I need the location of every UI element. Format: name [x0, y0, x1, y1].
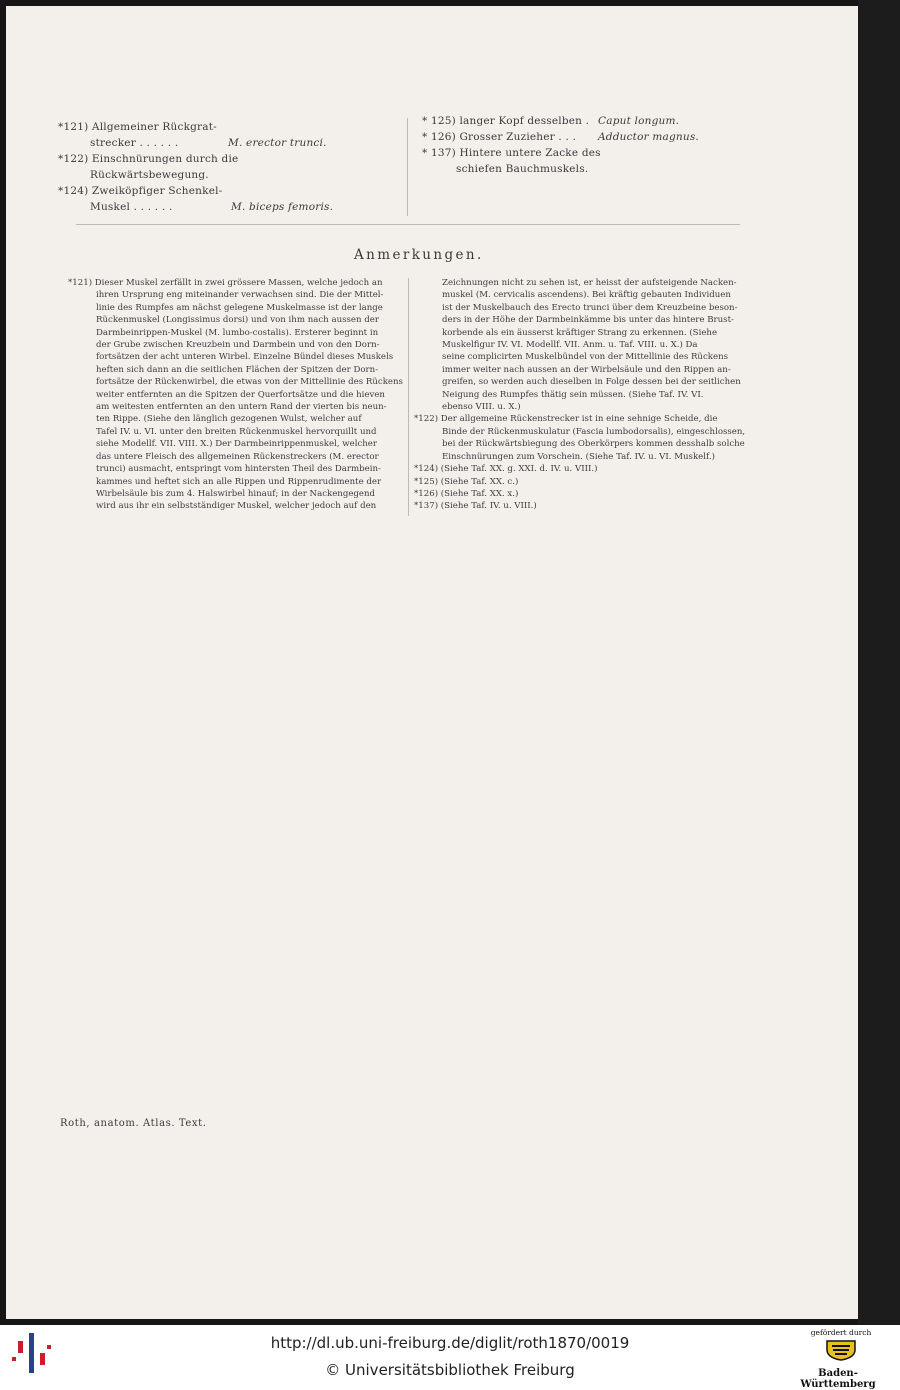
index-right-2-ref: Adductor magnus.	[598, 131, 699, 143]
note-line: greifen, so werden auch dieselben in Folge dessen bei der seitlichen	[442, 377, 741, 388]
index-left-2-ref: M. erector trunci.	[228, 137, 327, 149]
note-line: das untere Fleisch des allgemeinen Rückenstreckers (M. erector	[96, 451, 379, 462]
note-line: *126) (Siehe Taf. XX. x.)	[414, 488, 519, 499]
note-line: der Grube zwischen Kreuzbein und Darmbein und von den Dorn-	[96, 340, 380, 351]
permalink-url[interactable]: http://dl.ub.uni-freiburg.de/diglit/roth1870/0019	[270, 1334, 630, 1352]
note-line: ten Rippe. (Siehe den länglich gezogenen Wulst, welcher auf	[96, 414, 362, 425]
note-line: Einschnürungen zum Vorschein. (Siehe Taf. IV. u. VI. Muskelf.)	[442, 451, 715, 462]
note-line: Darmbeinrippen-Muskel (M. lumbo-costalis). Ersterer beginnt in	[96, 327, 379, 338]
section-divider	[76, 224, 740, 225]
note-line: korbende als ein äusserst kräftiger Strang zu erkennen. (Siehe	[442, 327, 718, 338]
note-line: bei der Rückwärtsbiegung des Oberkörpers kommen desshalb solche	[442, 439, 745, 450]
copyright-text: © Universitätsbibliothek Freiburg	[325, 1361, 575, 1379]
note-line: Zeichnungen nicht zu sehen ist, er heisst der aufsteigende Nacken-	[442, 278, 737, 288]
note-line: ist der Muskelbauch des Erecto trunci über dem Kreuzbeine beson-	[442, 302, 738, 313]
note-line: Tafel IV. u. VI. unter den breiten Rückenmuskel hervorquillt und	[96, 426, 377, 437]
index-left-1: *121) Allgemeiner Rückgrat-	[58, 121, 217, 133]
index-column-divider	[407, 118, 408, 216]
signature-line: Roth, anatom. Atlas. Text.	[60, 1118, 207, 1129]
note-line: ihren Ursprung eng miteinander verwachsen sind. Die der Mittel-	[96, 290, 384, 301]
index-right-3: * 137) Hintere untere Zacke des	[422, 147, 601, 159]
footer	[0, 1325, 900, 1390]
note-line: immer weiter nach aussen an der Wirbelsäule und den Rippen an-	[442, 364, 731, 375]
note-line: weiter entfernten an die Spitzen der Querfortsätze und die hieven	[96, 389, 385, 400]
index-left-2: strecker . . . . . .	[90, 137, 179, 149]
note-line: Rückenmuskel (Longissimus dorsi) und von ihm nach aussen der	[96, 315, 379, 326]
notes-heading: Anmerkungen.	[354, 247, 484, 263]
notes-left-column	[68, 277, 403, 513]
note-line: am weitesten entfernten an den untern Rand der vierten bis neun-	[96, 402, 387, 413]
note-line: ders in der Höhe der Darmbeinkämme bis unter das hintere Brust-	[442, 315, 734, 326]
index-left-6: Muskel . . . . . .	[90, 201, 173, 213]
notes-right-column	[414, 277, 745, 513]
note-line: wird aus ihr ein selbstständiger Muskel, welcher jedoch auf den	[96, 501, 377, 512]
sponsor-caption: gefördert durch	[810, 1328, 872, 1337]
note-line: muskel (M. cervicalis ascendens). Bei kräftig gebauten Individuen	[442, 290, 731, 301]
index-left-5: *124) Zweiköpfiger Schenkel-	[58, 185, 223, 197]
index-right-4: schiefen Bauchmuskels.	[456, 163, 589, 175]
index-left-6-ref: M. biceps femoris.	[231, 201, 334, 213]
index-right-2: * 126) Grosser Zuzieher . . .	[422, 131, 577, 143]
note-line: Binde der Rückenmuskulatur (Fascia lumbodorsalis), eingeschlossen,	[442, 426, 746, 437]
note-line: fortsätzen der acht unteren Wirbel. Einzelne Bündel dieses Muskels	[96, 352, 394, 363]
note-line: heften sich dann an die seitlichen Flächen der Spitzen der Dorn-	[96, 364, 379, 375]
note-line: *137) (Siehe Taf. IV. u. VIII.)	[414, 501, 537, 512]
baden-wuerttemberg-crest	[824, 1339, 858, 1361]
index-right-1: * 125) langer Kopf desselben .	[422, 115, 590, 127]
index-right-1-ref: Caput longum.	[598, 115, 680, 127]
note-line: linie des Rumpfes am nächst gelegene Muskelmasse ist der lange	[96, 302, 383, 313]
note-line: Wirbelsäule bis zum 4. Halswirbel hinauf; in der Nackengegend	[96, 488, 376, 499]
index-left-4: Rückwärtsbewegung.	[90, 169, 209, 181]
note-line: Muskelfigur IV. VI. Modellf. VII. Anm. u. Taf. VIII. u. X.) Da	[442, 340, 698, 351]
note-line: trunci) ausmacht, entspringt vom hintersten Theil des Darmbein-	[96, 464, 381, 475]
index-left-3: *122) Einschnürungen durch die	[58, 153, 239, 165]
note-line: fortsätze der Rückenwirbel, die etwas von der Mittellinie des Rückens	[96, 377, 403, 388]
note-line: *125) (Siehe Taf. XX. c.)	[414, 476, 519, 487]
scan-edge	[858, 0, 900, 1325]
note-line: siehe Modellf. VII. VIII. X.) Der Darmbeinrippenmuskel, welcher	[96, 439, 378, 450]
note-line: *122) Der allgemeine Rückenstrecker ist in eine sehnige Scheide, die	[414, 414, 718, 425]
note-line: *121) Dieser Muskel zerfällt in zwei grössere Massen, welche jedoch an	[68, 278, 383, 288]
sponsor-name: Baden-Württemberg	[800, 1368, 876, 1390]
book-page	[6, 6, 858, 1319]
note-line: ebenso VIII. u. X.)	[442, 402, 521, 413]
note-line: kammes und heftet sich an alle Rippen und Rippenrudimente der	[96, 476, 382, 487]
note-line: *124) (Siehe Taf. XX. g. XXI. d. IV. u. VIII.)	[414, 464, 598, 475]
notes-column-divider	[408, 278, 409, 516]
note-line: seine complicirten Muskelbündel von der Mittellinie des Rückens	[442, 352, 729, 363]
note-line: Neigung des Rumpfes thätig sein müssen. (Siehe Taf. IV. VI.	[442, 389, 704, 400]
